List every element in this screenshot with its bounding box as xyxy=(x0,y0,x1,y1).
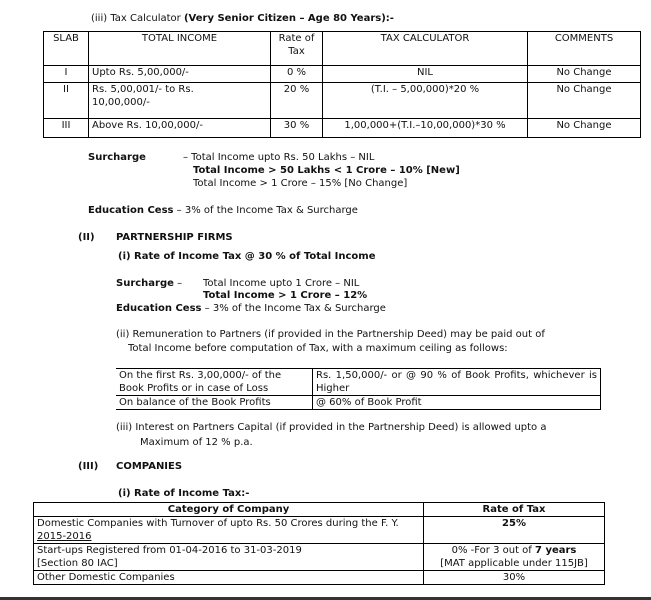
surcharge-label: Surcharge xyxy=(88,152,146,163)
section-number: (II) xyxy=(78,232,95,243)
interest-text: (iii) Interest on Partners Capital (if provided in the Partnership Deed) is allowed upto a xyxy=(116,422,547,433)
cell: 30 % xyxy=(271,119,323,138)
cell: On the first Rs. 3,00,000/- of the Book Profits or in case of Loss xyxy=(116,369,313,396)
cell: NIL xyxy=(323,66,528,83)
cell: Above Rs. 10,00,000/- xyxy=(89,119,271,138)
header-income: TOTAL INCOME xyxy=(89,32,271,66)
surcharge-line: Total Income > 1 Crore – 15% [No Change] xyxy=(193,178,408,189)
senior-table-title: (iii) Tax Calculator (Very Senior Citizen – Age 80 Years):- xyxy=(91,13,394,24)
cell: III xyxy=(44,119,89,138)
cell: 0% -For 3 out of 7 years [MAT applicable under 115JB] xyxy=(424,544,605,571)
table-row xyxy=(44,66,641,83)
partnership-cess: Education Cess – 3% of the Income Tax & Surcharge xyxy=(116,303,386,314)
cell: II xyxy=(44,83,89,119)
table-row xyxy=(34,544,605,571)
remuneration-text: Total Income before computation of Tax, with a maximum ceiling as follows: xyxy=(128,343,508,354)
education-cess: Education Cess – 3% of the Income Tax & Surcharge xyxy=(88,205,358,216)
remuneration-table xyxy=(116,368,601,410)
partnership-rate: (i) Rate of Income Tax @ 30 % of Total Income xyxy=(118,251,376,262)
cell: Domestic Companies with Turnover of upto Rs. 50 Crores during the F. Y. 2015-2016 xyxy=(34,517,424,544)
table-row xyxy=(44,83,641,119)
section-title: PARTNERSHIP FIRMS xyxy=(116,232,233,243)
table-row xyxy=(116,369,601,396)
table-row xyxy=(116,396,601,410)
table-header xyxy=(34,503,605,517)
cell: (T.I. – 5,00,000)*20 % xyxy=(323,83,528,119)
remuneration-text: (ii) Remuneration to Partners (if provided in the Partnership Deed) may be paid out of xyxy=(116,329,545,340)
cell: On balance of the Book Profits xyxy=(116,396,313,410)
cell: No Change xyxy=(528,66,641,83)
cell: 25% xyxy=(424,517,605,544)
cell: Rs. 1,50,000/- or @ 90 % of Book Profits, whichever is Higher xyxy=(313,369,601,396)
surcharge-line: Total Income > 50 Lakhs < 1 Crore – 10% [New] xyxy=(193,165,460,176)
cell: Upto Rs. 5,00,000/- xyxy=(89,66,271,83)
surcharge-line: Total Income > 1 Crore – 12% xyxy=(203,290,368,301)
section-number: (III) xyxy=(78,461,99,472)
partnership-surcharge: Surcharge – xyxy=(116,278,183,289)
cell: Start-ups Registered from 01-04-2016 to 31-03-2019 [Section 80 IAC] xyxy=(34,544,424,571)
surcharge-line: – Total Income upto Rs. 50 Lakhs – NIL xyxy=(183,152,375,163)
cell: Other Domestic Companies xyxy=(34,571,424,585)
table-header xyxy=(44,32,641,66)
companies-table xyxy=(33,502,605,585)
cell: No Change xyxy=(528,83,641,119)
header-rate: Rate of Tax xyxy=(424,503,605,517)
table-row xyxy=(44,119,641,138)
section-title: COMPANIES xyxy=(116,461,183,472)
cell: 0 % xyxy=(271,66,323,83)
senior-tax-table xyxy=(43,31,641,138)
cell: 20 % xyxy=(271,83,323,119)
header-category: Category of Company xyxy=(34,503,424,517)
header-slab: SLAB xyxy=(44,32,89,66)
cell: I xyxy=(44,66,89,83)
surcharge-line: Total Income upto 1 Crore – NIL xyxy=(203,278,360,289)
cell: 30% xyxy=(424,571,605,585)
header-comments: COMMENTS xyxy=(528,32,641,66)
table-row xyxy=(34,517,605,544)
interest-text: Maximum of 12 % p.a. xyxy=(140,437,253,448)
header-calc: TAX CALCULATOR xyxy=(323,32,528,66)
table-row xyxy=(34,571,605,585)
header-rate: Rate of Tax xyxy=(271,32,323,66)
cell: 1,00,000+(T.I.–10,00,000)*30 % xyxy=(323,119,528,138)
cell: @ 60% of Book Profit xyxy=(313,396,601,410)
cell: Rs. 5,00,001/- to Rs. 10,00,000/- xyxy=(89,83,271,119)
cell: No Change xyxy=(528,119,641,138)
companies-subtitle: (i) Rate of Income Tax:- xyxy=(118,488,250,499)
